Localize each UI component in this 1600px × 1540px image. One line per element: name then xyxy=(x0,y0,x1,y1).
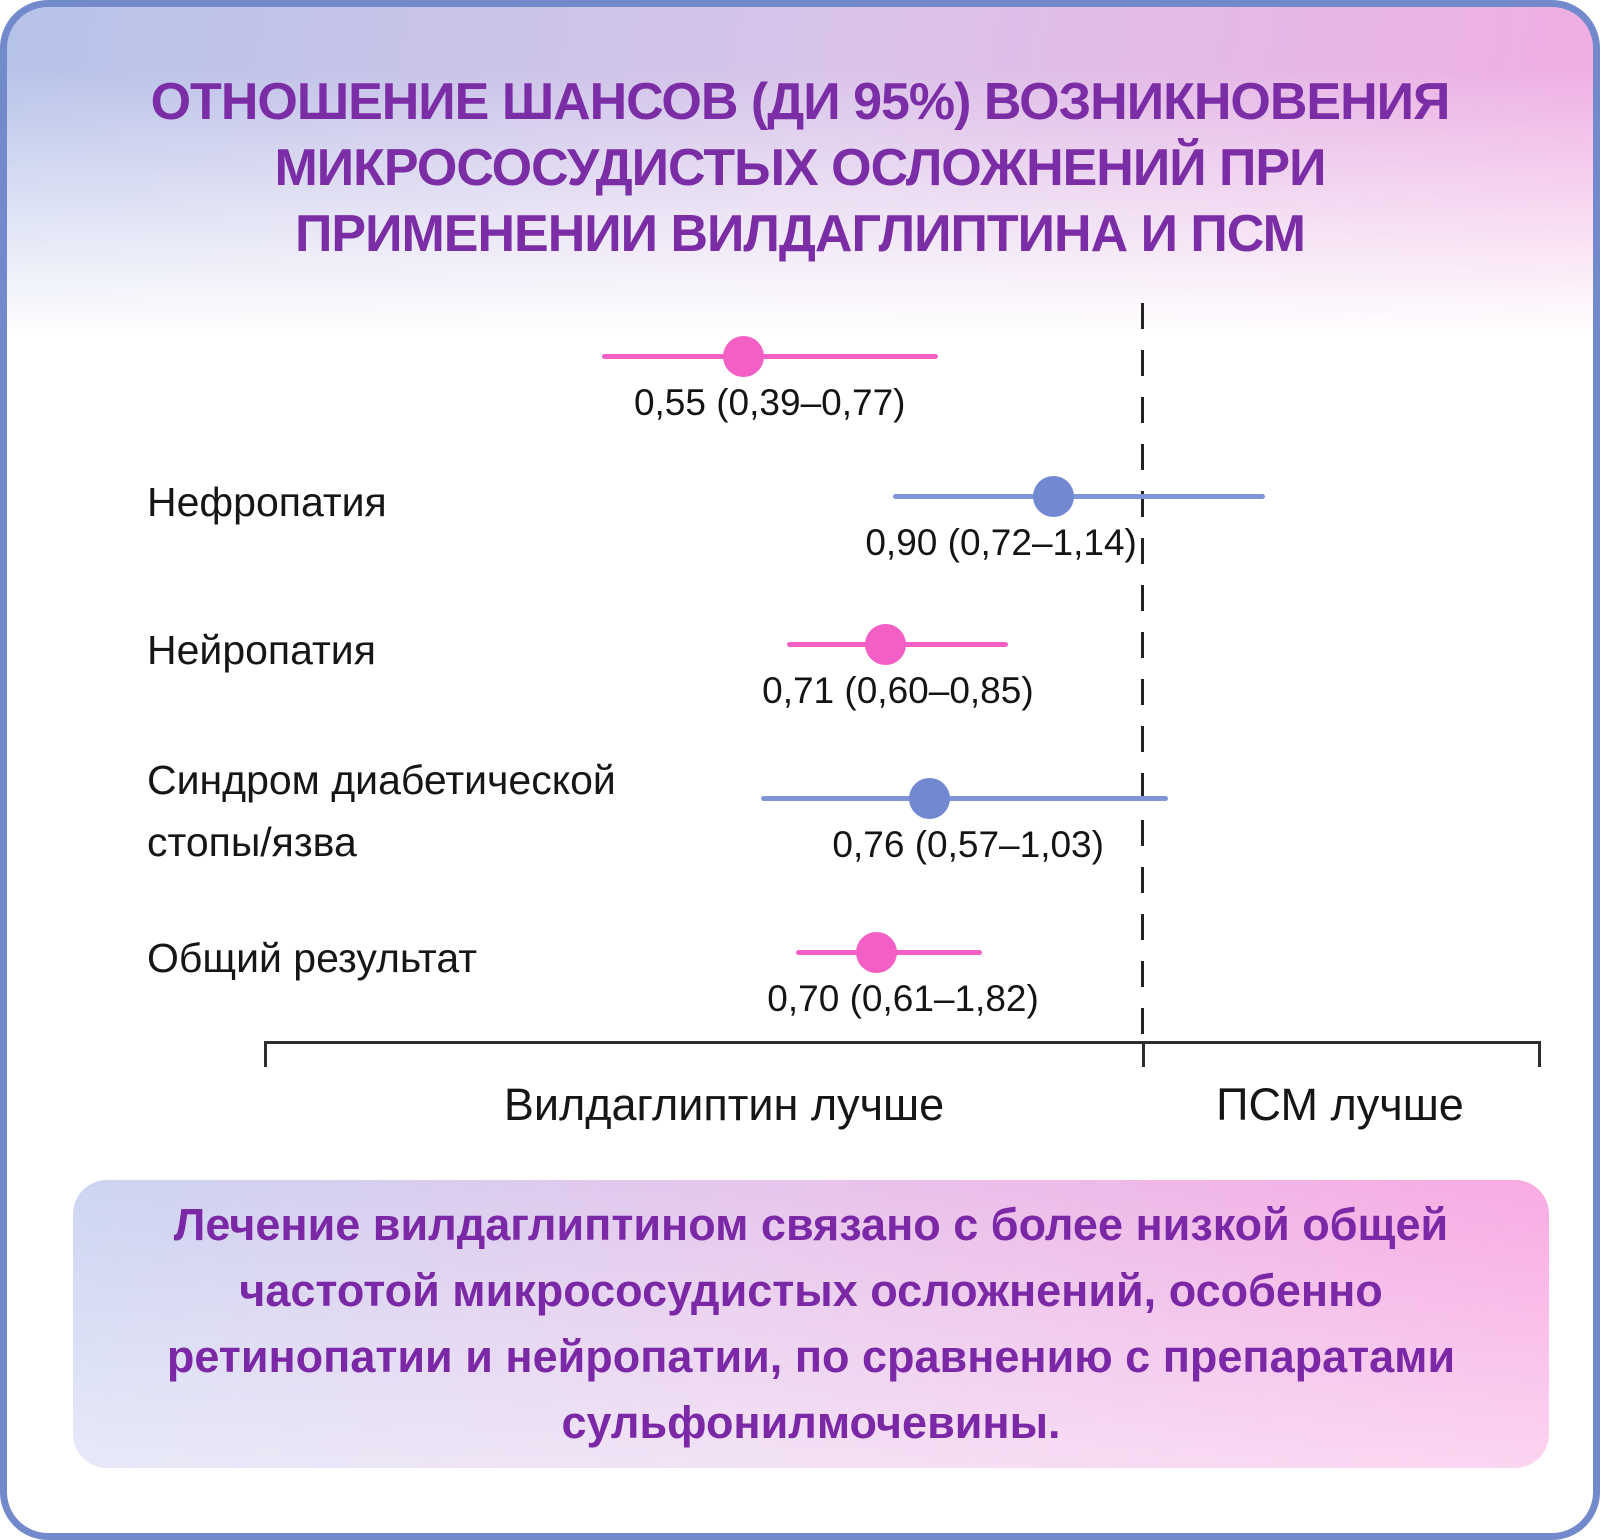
or-value-label: 0,76 (0,57–1,03) xyxy=(832,824,1104,865)
page-title-line-2: МИКРОСОСУДИСТЫХ ОСЛОЖНЕНИЙ ПРИ xyxy=(274,139,1326,197)
ci-dot xyxy=(1033,476,1074,517)
reference-line-or-1 xyxy=(1141,303,1144,1043)
page-title-line-3: ПРИМЕНЕНИИ ВИЛДАГЛИПТИНА И ПСМ xyxy=(295,205,1305,263)
page-title-line-1: ОТНОШЕНИЕ ШАНСОВ (ДИ 95%) ВОЗНИКНОВЕНИЯ xyxy=(150,73,1450,131)
ci-dot xyxy=(909,778,950,819)
ci-line xyxy=(893,494,1264,499)
conclusion-line-2: частотой микрососудистых осложнений, особенно xyxy=(239,1265,1383,1316)
or-value-label: 0,70 (0,61–1,82) xyxy=(767,978,1039,1019)
conclusion-box xyxy=(73,1180,1549,1468)
x-axis-label-right: ПСМ лучше xyxy=(1216,1079,1464,1130)
or-value-label: 0,71 (0,60–0,85) xyxy=(762,670,1034,711)
or-value-label: 0,55 (0,39–0,77) xyxy=(633,382,906,423)
x-axis-reference-tick xyxy=(1142,1044,1145,1067)
row-label: Нефропатия xyxy=(147,479,387,525)
or-value-label: 0,90 (0,72–1,14) xyxy=(865,522,1137,563)
ci-dot xyxy=(865,624,906,665)
ci-dot xyxy=(856,932,897,973)
row-label: Нейропатия xyxy=(147,627,376,673)
ci-line xyxy=(602,354,938,359)
conclusion-line-3: ретинопатии и нейропатии, по сравнению с препаратами xyxy=(166,1331,1456,1382)
conclusion-line-4: сульфонилмочевины. xyxy=(561,1397,1061,1448)
x-axis-label-left: Вилдаглиптин лучше xyxy=(503,1079,945,1130)
ci-line xyxy=(761,796,1168,801)
conclusion-line-1: Лечение вилдаглиптином связано с более низкой общей xyxy=(173,1199,1449,1250)
row-label: Общий результат xyxy=(147,935,478,981)
x-axis-bracket xyxy=(264,1041,1541,1067)
ci-dot xyxy=(723,336,764,377)
row-label: Синдром диабетической стопы/язва xyxy=(147,757,616,865)
